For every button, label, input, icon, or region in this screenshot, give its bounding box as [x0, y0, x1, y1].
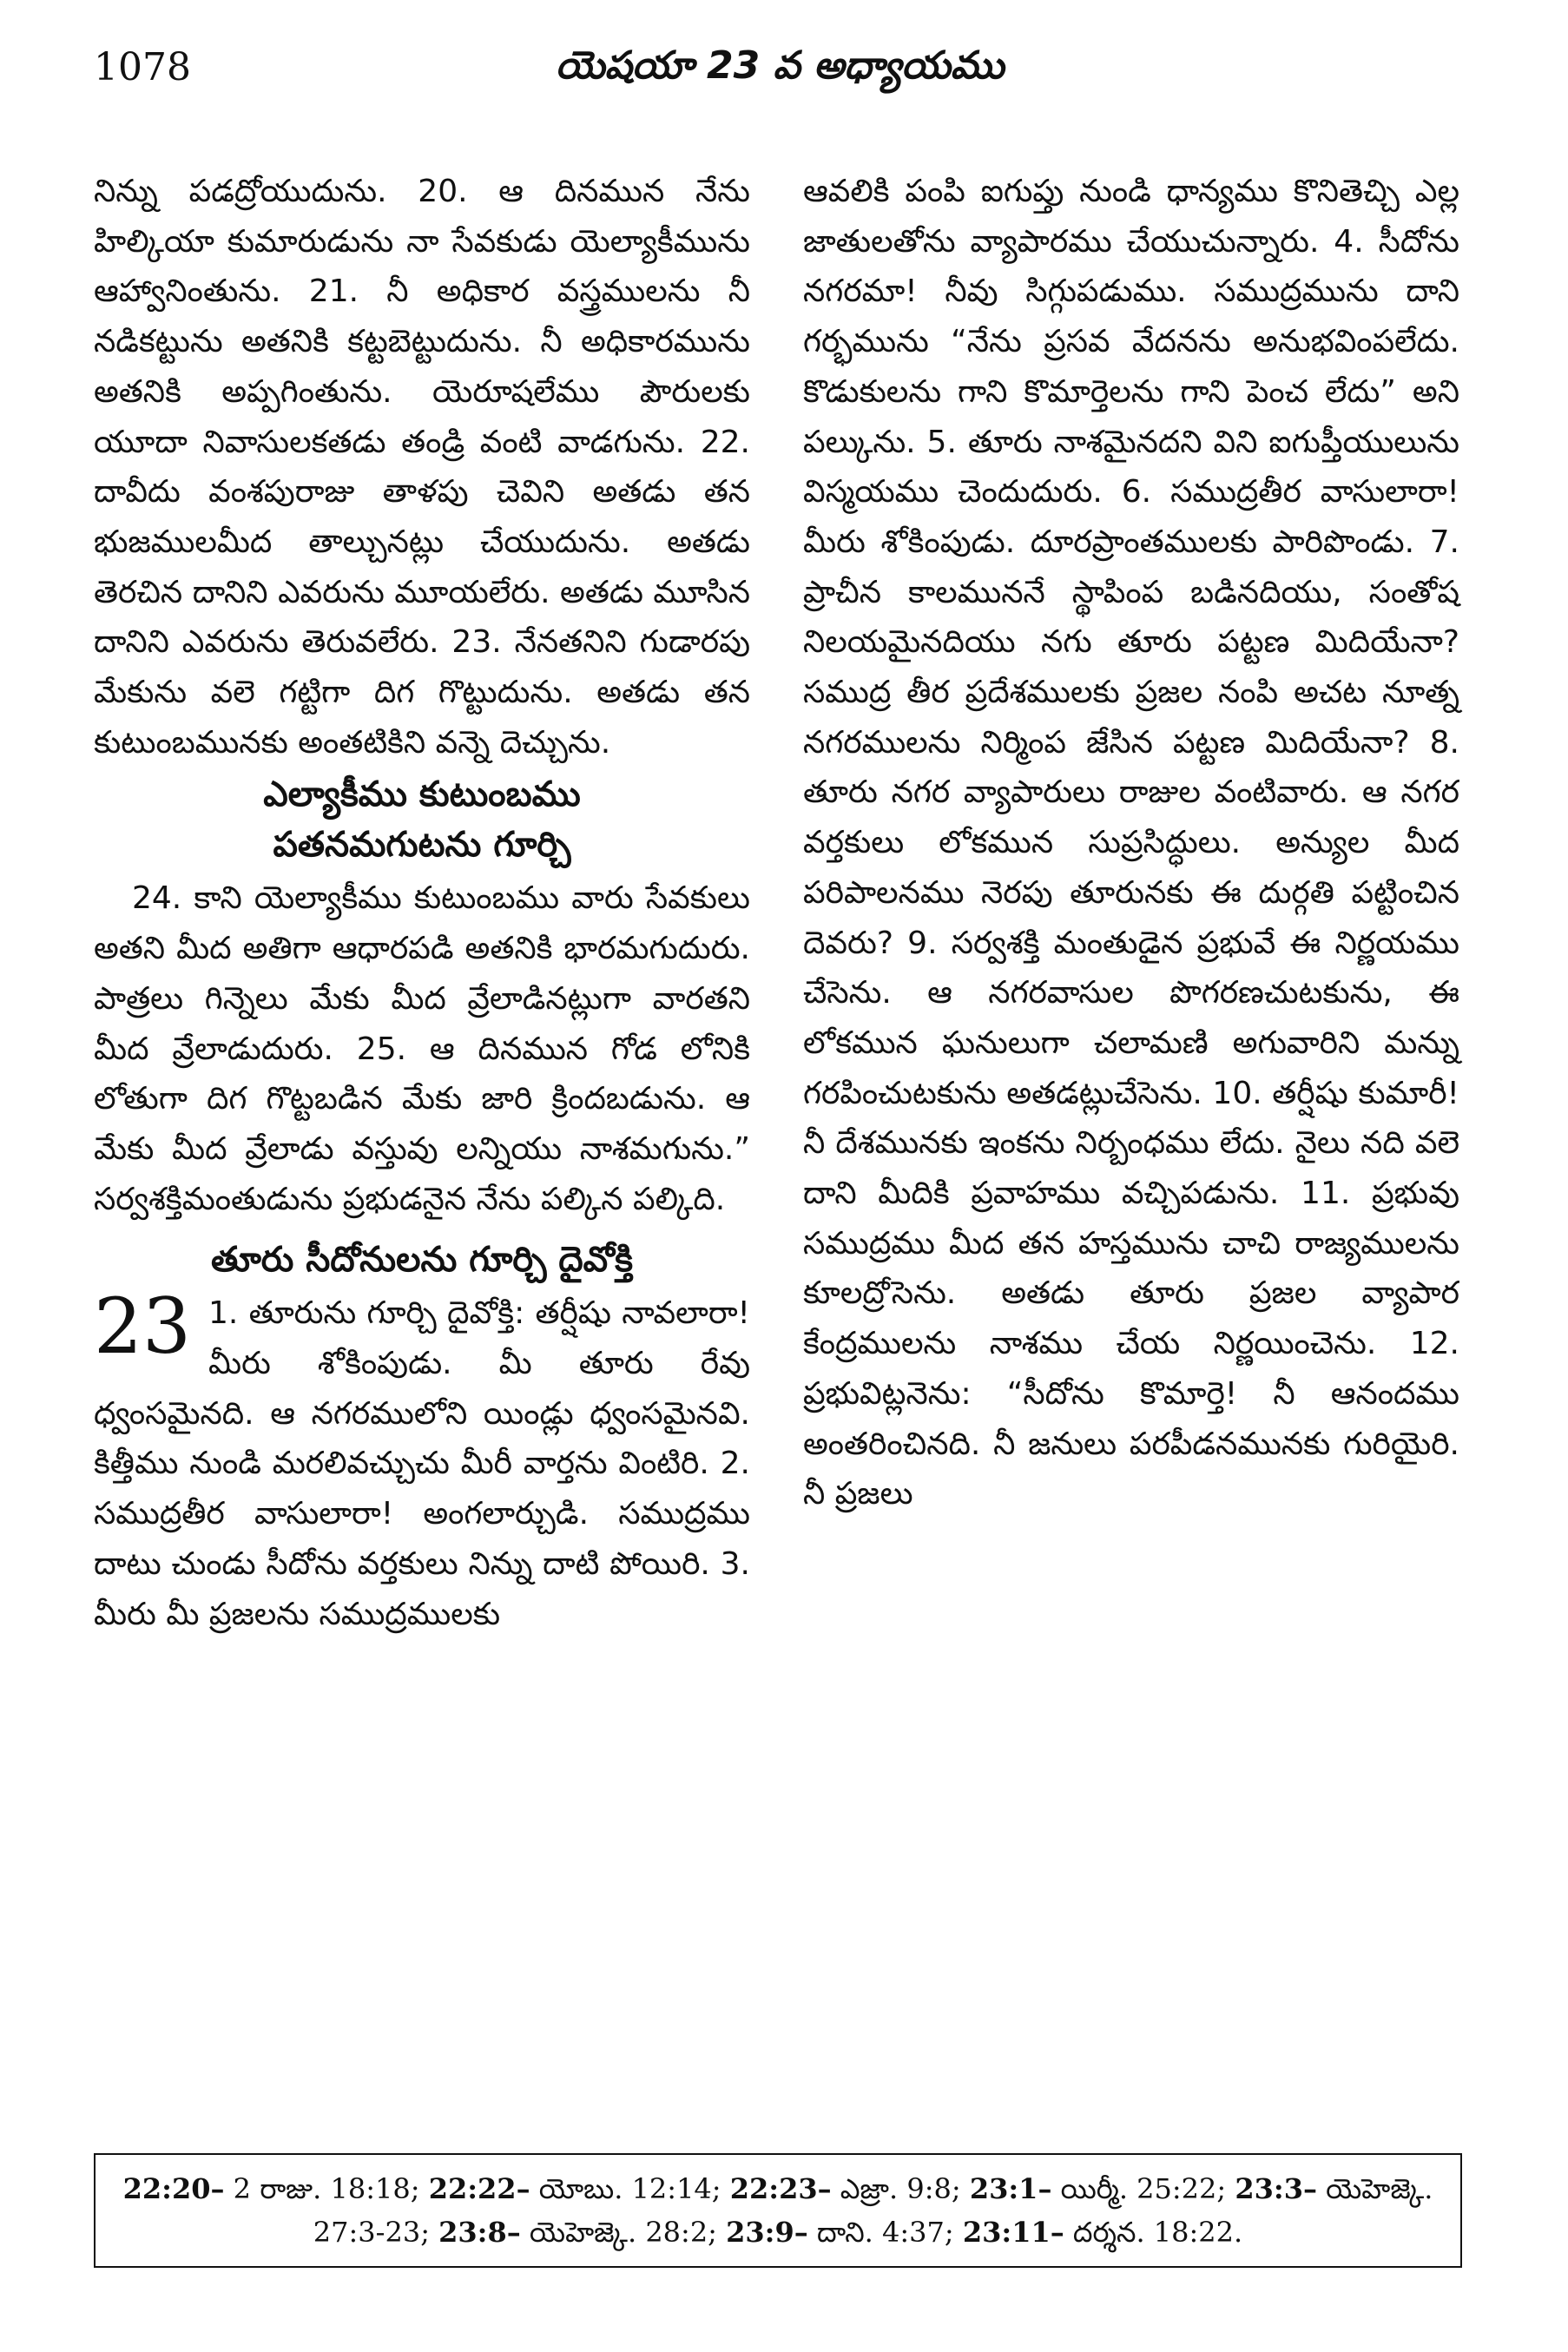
reference-key: 23:1– [969, 2172, 1052, 2205]
reference-key: 23:3– [1235, 2172, 1317, 2205]
reference-key: 23:11– [962, 2216, 1064, 2249]
right-paragraph-1: ఆవలికి పంపి ఐగుప్తు నుండి ధాన్యము కొనితెచ్చి ఎల్ల జాతులతోను వ్యాపారము చేయుచున్నారు. 4. సీదోను నగరమా! నీవు సిగ్గుపడుము. సముద్రమును దాని గర్భమును “నేను ప్రసవ వేదనను అనుభవింపలేదు. కొడుకులను గాని కొమార్తెలను గాని పెంచ లేదు” అని పల్కును. 5. తూరు నాశమైనదని విని ఐగుప్తీయులును విస్మయము చెందుదురు. 6. సముద్రతీర వాసులారా! మీరు శోకింపుడు. దూరప్రాంతములకు పారిపొండు. 7. ప్రాచీన కాలముననే స్థాపింప బడినదియు, సంతోష నిలయమైనదియు నగు తూరు పట్టణ మిదియేనా? సముద్ర తీర ప్రదేశములకు ప్రజల నంపి అచట నూత్న నగరములను నిర్మింప జేసిన పట్టణ మిదియేనా? 8. తూరు నగర వ్యాపారులు రాజుల వంటివారు. ఆ నగర వర్తకులు లోకమున సుప్రసిద్ధులు. అన్యుల మీద పరిపాలనము నెరపు తూరునకు ఈ దుర్గతి పట్టించిన దెవరు? 9. సర్వశక్తి మంతుడైన ప్రభువే ఈ నిర్ణయము చేసెను. ఆ నగరవాసుల పొగరణచుటకును, ఈ లోకమున ఘనులుగా చలామణి అగువారిని మన్ను గరపించుటకును అతడట్లుచేసెను. 10. తర్షీషు కుమారీ! నీ దేశమునకు ఇంకను నిర్బంధము లేదు. నైలు నది వలె దాని మీదికి ప్రవాహము వచ్చిపడును. 11. ప్రభువు సముద్రము మీద తన హస్తమును చాచి రాజ్యములను కూలద్రోసెను. అతడు తూరు ప్రజల వ్యాపార కేంద్రములను నాశము చేయ నిర్ణయించెను. 12. ప్రభువిట్లనెను: “సీదోను కొమార్తె! నీ ఆనందము అంతరించినది. నీ జనులు పరపీడనమునకు గురియైరి. నీ ప్రజలు [803, 174, 1459, 1512]
section-heading-line-2: పతనమగుటను గూర్చి [273, 825, 571, 866]
running-head: యెషయా 23 వ అధ్యాయము [556, 43, 1005, 88]
reference-text: దాని. 4:37; [816, 2216, 954, 2249]
reference-text: 2 రాజు. 18:18; [233, 2172, 420, 2205]
reference-entry [438, 2216, 717, 2249]
reference-text: దర్శన. 18:22. [1072, 2216, 1243, 2249]
section-heading-tyre-sidon: తూరు సీదోనులను గూర్చి దైవోక్తి [210, 1240, 634, 1281]
reference-entry [963, 2216, 1242, 2249]
section-heading-line-1: ఎల్యాకీము కుటుంబము [263, 774, 581, 815]
reference-key: 23:8– [438, 2216, 521, 2249]
reference-key: 22:22– [428, 2172, 530, 2205]
reference-key: 22:23– [729, 2172, 832, 2205]
left-column [94, 167, 750, 1639]
chapter-number: 23 [94, 1281, 191, 1372]
section-heading-eliakim [94, 769, 750, 870]
left-paragraph-2: 24. కాని యెల్యాకీము కుటుంబము వారు సేవకులు అతని మీద అతిగా ఆధారపడి అతనికి భారమగుదురు. పాత్రలు గిన్నెలు మేకు మీద వ్రేలాడినట్లుగా వారతని మీద వ్రేలాడుదురు. 25. ఆ దినమున గోడ లోనికి లోతుగా దిగ గొట్టబడిన మేకు జారి క్రిందబడును. ఆ మేకు మీద వ్రేలాడు వస్తువు లన్నియు నాశమగును.” సర్వశక్తిమంతుడును ప్రభుడనైన నేను పల్కిన పల్కిది. [94, 880, 750, 1217]
reference-text: యెహెజ్కె. 27:3-23; [313, 2172, 1433, 2249]
left-paragraph-1: నిన్ను పడద్రోయుదును. 20. ఆ దినమున నేను హిల్కియా కుమారుడును నా సేవకుడు యెల్యాకీమును ఆహ్వానింతును. 21. నీ అధికార వస్త్రములను నీ నడికట్టును అతనికి కట్టబెట్టుదును. నీ అధికారమును అతనికి అప్పగింతును. యెరూషలేము పౌరులకు యూదా నివాసులకతడు తండ్రి వంటి వాడగును. 22. దావీదు వంశపురాజు తాళపు చెవిని అతడు తన భుజములమీద తాల్చునట్లు చేయుదును. అతడు తెరచిన దానిని ఎవరును మూయలేరు. అతడు మూసిన దానిని ఎవరును తెరువలేరు. 23. నేనతనిని గుడారపు మేకును వలె గట్టిగా దిగ గొట్టుదును. అతడు తన కుటుంబమునకు అంతటికిని వన్నె దెచ్చును. [94, 174, 750, 761]
reference-text: యోబు. 12:14; [538, 2172, 721, 2205]
reference-entry [123, 2172, 420, 2205]
reference-text: ఎజ్రా. 9:8; [840, 2172, 961, 2205]
reference-key: 22:20– [122, 2172, 225, 2205]
reference-text: యెహెజ్కె. 28:2; [529, 2216, 717, 2249]
reference-entry [726, 2216, 954, 2249]
right-column [803, 167, 1459, 1519]
chapter-paragraph [94, 1281, 750, 1639]
reference-entry [730, 2172, 961, 2205]
reference-entry [429, 2172, 721, 2205]
reference-entry [970, 2172, 1226, 2205]
reference-text: యిర్మీ. 25:22; [1060, 2172, 1227, 2205]
reference-key: 23:9– [726, 2216, 808, 2249]
page-number: 1078 [94, 45, 191, 89]
left-paragraph-3: 1. తూరును గూర్చి దైవోక్తి: తర్షీషు నావలారా! మీరు శోకింపుడు. మీ తూరు రేవు ధ్వంసమైనది. ఆ నగరములోని యిండ్లు ధ్వంసమైనవి. కిత్తీము నుండి మరలివచ్చుచు మీరీ వార్తను వింటిరి. 2. సముద్రతీర వాసులారా! అంగలార్చుడి. సముద్రము దాటు చుండు సీదోను వర్తకులు నిన్ను దాటి పోయిరి. 3. మీరు మీ ప్రజలను సముద్రములకు [94, 1295, 750, 1632]
cross-references-box [94, 2153, 1462, 2268]
